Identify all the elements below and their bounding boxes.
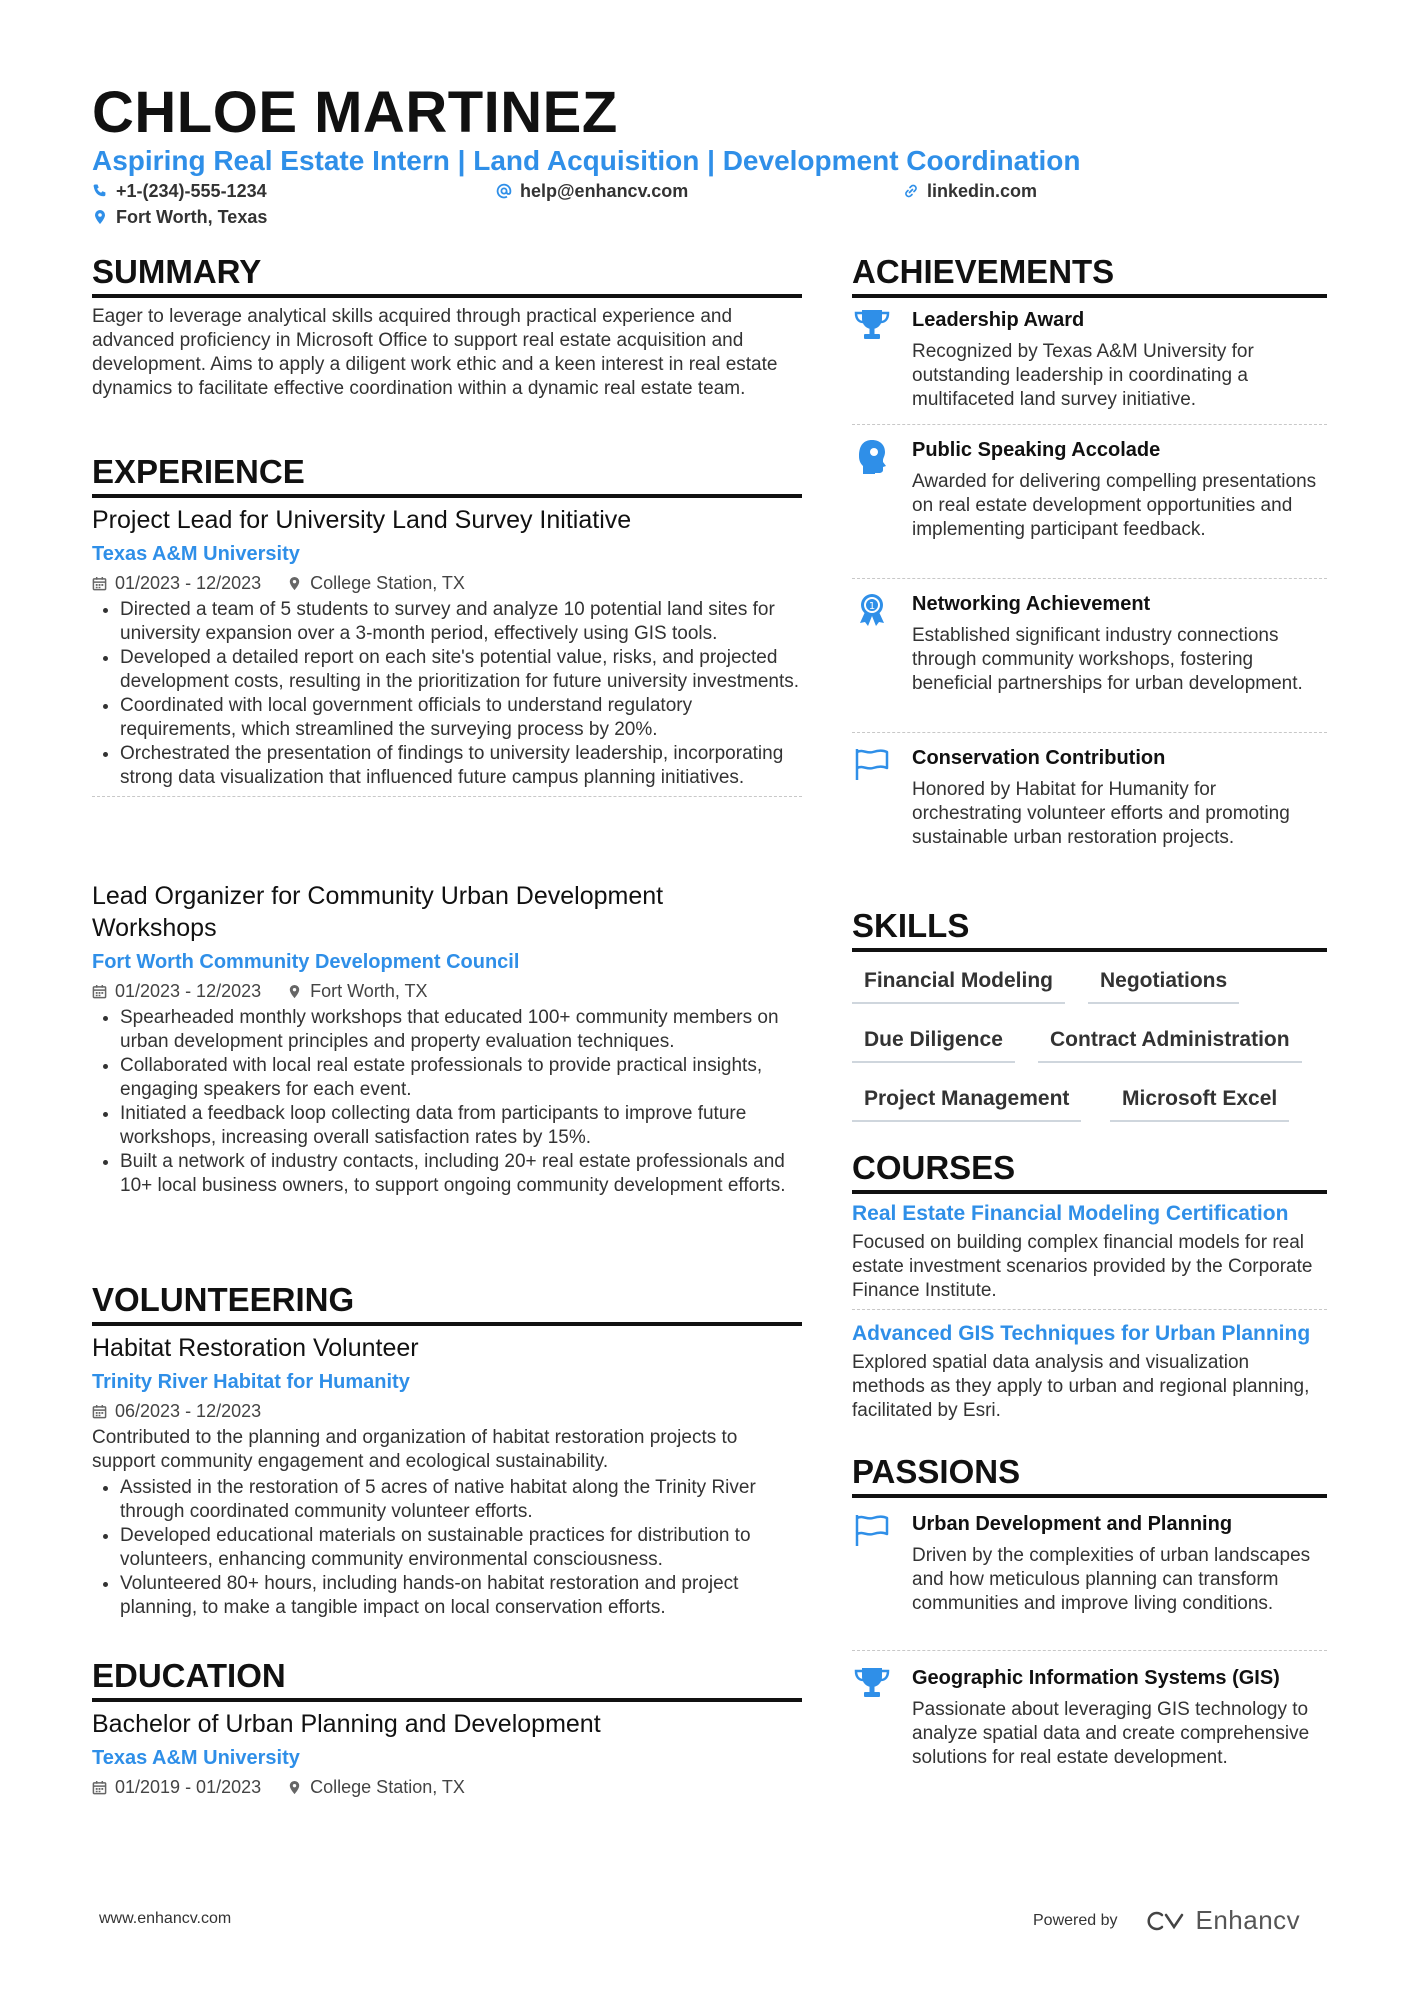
- bullet-item: • Initiated a feedback loop collecting data from participants to improve future workshops, increasing overall satisfaction rates by 15%.: [120, 1102, 802, 1150]
- volunteering-heading: VOLUNTEERING: [92, 1280, 802, 1326]
- job-meta: [92, 978, 802, 1004]
- bullet-item: • Built a network of industry contacts, including 20+ real estate professionals and 10+ local business owners, to support ongoing community development efforts.: [120, 1150, 802, 1198]
- passion-item: [852, 1664, 1327, 1804]
- email-text[interactable]: help@enhancv.com: [520, 181, 689, 201]
- school-name: Texas A&M University: [92, 1747, 300, 1769]
- company-name: Texas A&M University: [92, 543, 300, 565]
- skill-tag: Contract Administration: [1038, 1025, 1302, 1063]
- experience-heading: EXPERIENCE: [92, 452, 802, 498]
- education-location: College Station, TX: [310, 1777, 465, 1797]
- education-dates: 01/2019 - 01/2023: [115, 1777, 262, 1797]
- achievement-title: Public Speaking Accolade: [912, 439, 1161, 461]
- skill-tag: Due Diligence: [852, 1025, 1015, 1063]
- contact-location: [92, 204, 267, 230]
- flag-icon: [852, 1512, 892, 1548]
- course-item: [852, 1320, 1327, 1423]
- passion-title: Urban Development and Planning: [912, 1513, 1233, 1535]
- skill-tag: Project Management: [852, 1084, 1081, 1122]
- location-pin-icon: [287, 984, 302, 999]
- summary-heading: SUMMARY: [92, 252, 802, 298]
- calendar-icon: [92, 984, 107, 999]
- bullet-item: • Directed a team of 5 students to survey and analyze 10 potential land sites for university expansion over a 3-month period, effectively using GIS tools.: [120, 598, 802, 646]
- bullet-item: • Coordinated with local government officials to understand regulatory requirements, which streamlined the surveying process by 20%.: [120, 694, 802, 742]
- job-bullets: [92, 598, 802, 790]
- volunteer-intro: Contributed to the planning and organization of habitat restoration projects to support community engagement and ecological sustainability.: [92, 1427, 738, 1472]
- achievement-title: Leadership Award: [912, 309, 1085, 331]
- calendar-icon: [92, 576, 107, 591]
- skills-heading: SKILLS: [852, 906, 1327, 952]
- job-title: Lead Organizer for Community Urban Development Workshops: [92, 882, 664, 942]
- job-location: Fort Worth, TX: [310, 981, 428, 1001]
- contact-email[interactable]: [496, 178, 688, 204]
- job-dates: 01/2023 - 12/2023: [115, 981, 262, 1001]
- skill-tag: Negotiations: [1088, 966, 1239, 1004]
- volunteer-dates: 06/2023 - 12/2023: [115, 1401, 262, 1421]
- education-meta: [92, 1774, 802, 1800]
- summary-section: [92, 305, 802, 401]
- course-title: Real Estate Financial Modeling Certification: [852, 1202, 1289, 1225]
- achievement-item: [852, 436, 1327, 579]
- bullet-item: • Developed a detailed report on each site's potential value, risks, and projected development costs, resulting in the prioritization for future university investments.: [120, 646, 802, 694]
- volunteer-role: Habitat Restoration Volunteer: [92, 1334, 419, 1362]
- phone-text: +1-(234)-555-1234: [116, 181, 267, 201]
- achievement-title: Networking Achievement: [912, 593, 1151, 615]
- candidate-tagline: Aspiring Real Estate Intern | Land Acquisition | Development Coordination: [92, 145, 1081, 176]
- experience-item: [92, 880, 802, 1198]
- bullet-item: • Orchestrated the presentation of findings to university leadership, incorporating strong data visualization that influenced future campus planning initiatives.: [120, 742, 802, 790]
- achievement-item: [852, 306, 1327, 425]
- location-pin-icon: [92, 209, 108, 225]
- education-item: [92, 1708, 802, 1800]
- education-heading: EDUCATION: [92, 1656, 802, 1702]
- passion-title: Geographic Information Systems (GIS): [912, 1667, 1280, 1689]
- course-text: Focused on building complex financial models for real estate investment scenarios provided by the Corporate Finance Institute.: [852, 1232, 1313, 1301]
- achievement-text: Awarded for delivering compelling presentations on real estate development opportunities and implementing participant feedback.: [912, 471, 1317, 540]
- link-icon: [903, 183, 919, 199]
- degree-title: Bachelor of Urban Planning and Development: [92, 1710, 601, 1738]
- bullet-item: • Spearheaded monthly workshops that educated 100+ community members on urban development principles and property evaluation techniques.: [120, 1006, 802, 1054]
- calendar-icon: [92, 1780, 107, 1795]
- achievement-item: [852, 744, 1327, 884]
- summary-text: Eager to leverage analytical skills acquired through practical experience and advanced proficiency in Microsoft Office to support real estate acquisition and development. Aims to apply a diligent work ethic and a keen interest in real estate dynamics to facilitate effective coordination within a dynamic real estate team.: [92, 306, 778, 399]
- volunteer-org: Trinity River Habitat for Humanity: [92, 1371, 410, 1393]
- trophy-icon: [852, 1666, 892, 1702]
- course-title: Advanced GIS Techniques for Urban Planning: [852, 1322, 1311, 1345]
- calendar-icon: [92, 1404, 107, 1419]
- achievement-text: Recognized by Texas A&M University for outstanding leadership in coordinating a multifaceted land survey initiative.: [912, 341, 1254, 410]
- contact-linkedin[interactable]: [903, 178, 1037, 204]
- job-bullets: [92, 1006, 802, 1198]
- achievement-text: Established significant industry connections through community workshops, fostering beneficial partnerships for urban development.: [912, 625, 1303, 694]
- volunteer-meta: [92, 1398, 802, 1424]
- contact-phone: [92, 178, 267, 204]
- location-text: Fort Worth, Texas: [116, 207, 268, 227]
- enhancv-logo-icon: [1144, 1909, 1190, 1933]
- bullet-item: • Collaborated with local real estate professionals to provide practical insights, engaging speakers for each event.: [120, 1054, 802, 1102]
- linkedin-text[interactable]: linkedin.com: [927, 181, 1038, 201]
- candidate-name: CHLOE MARTINEZ: [92, 80, 618, 145]
- achievement-title: Conservation Contribution: [912, 747, 1166, 769]
- volunteering-item: [92, 1332, 802, 1620]
- achievement-item: [852, 590, 1327, 733]
- skill-tag: Financial Modeling: [852, 966, 1065, 1004]
- job-dates: 01/2023 - 12/2023: [115, 573, 262, 593]
- job-meta: [92, 570, 802, 596]
- passion-item: [852, 1510, 1327, 1651]
- passions-heading: PASSIONS: [852, 1452, 1327, 1498]
- bullet-item: • Assisted in the restoration of 5 acres of native habitat along the Trinity River through coordinated community volunteer efforts.: [120, 1476, 802, 1524]
- job-title: Project Lead for University Land Survey Initiative: [92, 506, 632, 534]
- passion-text: Passionate about leveraging GIS technology to analyze spatial data and create comprehensive solutions for real estate development.: [912, 1699, 1310, 1768]
- bullet-item: • Volunteered 80+ hours, including hands-on habitat restoration and project planning, to make a tangible impact on local conservation efforts.: [120, 1572, 802, 1620]
- bullet-item: • Developed educational materials on sustainable practices for distribution to volunteers, enhancing community environmental consciousness.: [120, 1524, 802, 1572]
- course-item: [852, 1200, 1327, 1310]
- location-pin-icon: [287, 1780, 302, 1795]
- courses-heading: COURSES: [852, 1148, 1327, 1194]
- achievement-text: Honored by Habitat for Humanity for orchestrating volunteer efforts and promoting sustainable urban restoration projects.: [912, 779, 1290, 848]
- skill-tag: Microsoft Excel: [1110, 1084, 1289, 1122]
- company-name: Fort Worth Community Development Council: [92, 951, 520, 973]
- trophy-icon: [852, 308, 892, 344]
- job-location: College Station, TX: [310, 573, 465, 593]
- volunteer-bullets: [92, 1476, 802, 1620]
- experience-item: [92, 504, 802, 797]
- powered-by-text: Powered by: [1033, 1911, 1118, 1929]
- footer-powered-by: [1033, 1905, 1300, 1936]
- flag-icon: [852, 746, 892, 782]
- phone-icon: [92, 183, 108, 199]
- passion-text: Driven by the complexities of urban landscapes and how meticulous planning can transform communities and improve living conditions.: [912, 1545, 1311, 1614]
- speaking-head-icon: [852, 438, 892, 474]
- achievements-heading: ACHIEVEMENTS: [852, 252, 1327, 298]
- footer-website[interactable]: www.enhancv.com: [99, 1910, 232, 1927]
- brand-name: Enhancv: [1195, 1905, 1301, 1935]
- location-pin-icon: [287, 576, 302, 591]
- award-ribbon-icon: [852, 592, 892, 628]
- at-sign-icon: [496, 183, 512, 199]
- svg-text:1: 1: [868, 601, 876, 612]
- course-text: Explored spatial data analysis and visualization methods as they apply to urban and regional planning, facilitated by Esri.: [852, 1352, 1310, 1421]
